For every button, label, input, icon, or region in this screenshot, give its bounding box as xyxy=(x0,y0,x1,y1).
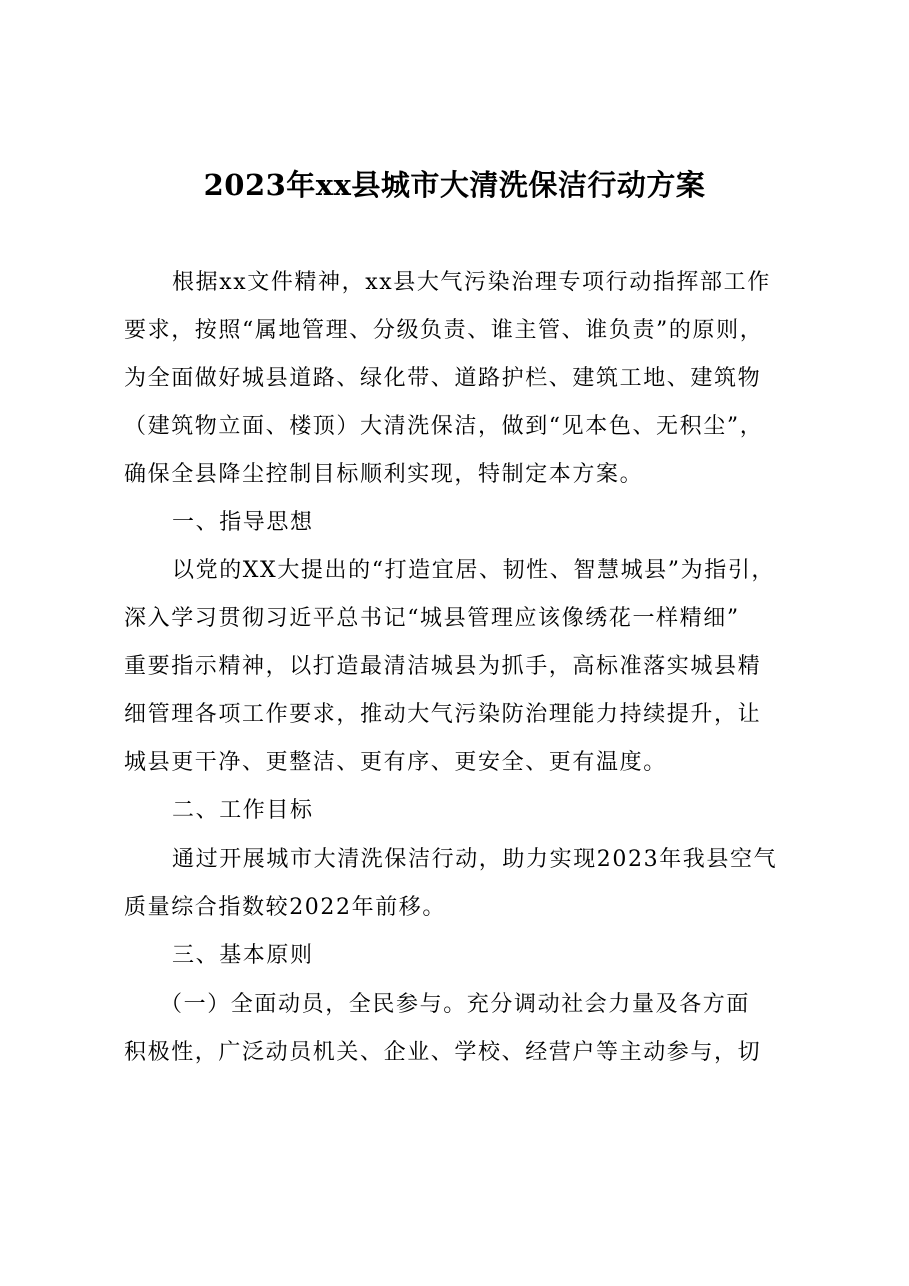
paragraph-line: 细管理各项工作要求，推动大气污染防治理能力持续提升，让 xyxy=(124,702,762,727)
paragraph-line: 确保全县降尘控制目标顺利实现，特制定本方案。 xyxy=(124,462,644,487)
paragraph-line: 深入学习贯彻习近平总书记“城县管理应该像绣花一样精细” xyxy=(124,606,740,631)
paragraph-line: 要求，按照“属地管理、分级负责、谁主管、谁负责”的原则， xyxy=(124,318,764,343)
section-heading: 二、工作目标 xyxy=(172,798,314,823)
document-title: 2023年xx县城市大清洗保洁行动方案 xyxy=(203,168,706,202)
paragraph-line: 质量综合指数较2022年前移。 xyxy=(124,895,446,920)
paragraph-line: 城县更干净、更整洁、更有序、更安全、更有温度。 xyxy=(124,750,667,775)
paragraph-line: 为全面做好城县道路、绿化带、道路护栏、建筑工地、建筑物 xyxy=(124,366,762,391)
paragraph-line: 根据xx文件精神，xx县大气污染治理专项行动指挥部工作 xyxy=(172,270,771,295)
paragraph-line: 以党的XX大提出的“打造宜居、韧性、智慧城县”为指引， xyxy=(172,558,776,583)
paragraph-line: （建筑物立面、楼顶）大清洗保洁，做到“见本色、无积尘”， xyxy=(124,414,764,439)
paragraph-line: 通过开展城市大清洗保洁行动，助力实现2023年我县空气 xyxy=(172,847,778,872)
paragraph-line: 重要指示精神，以打造最清洁城县为抓手，高标准落实城县精 xyxy=(124,654,762,679)
paragraph-line: 积极性，广泛动员机关、企业、学校、经营户等主动参与，切 xyxy=(124,1040,762,1065)
section-heading: 三、基本原则 xyxy=(172,943,314,968)
section-heading: 一、指导思想 xyxy=(172,510,314,535)
paragraph-line: （一）全面动员，全民参与。充分调动社会力量及各方面 xyxy=(160,992,751,1017)
